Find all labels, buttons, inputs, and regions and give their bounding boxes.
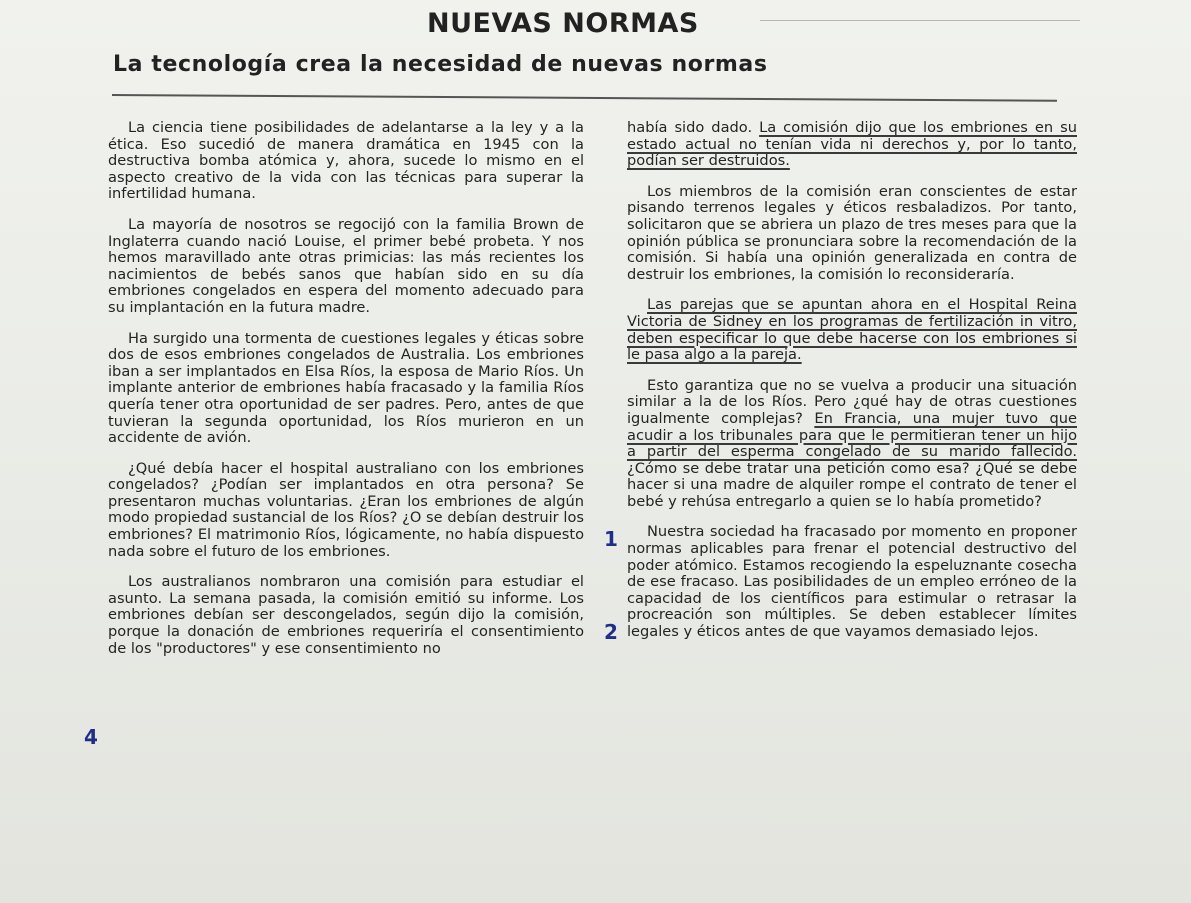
title-rule bbox=[760, 20, 1080, 21]
underlined-france-text: En Francia, una mujer tuvo que acudir a los tribunales para que le permitieran tener un hijo a partir del esperma congelado de su marido fallecido. bbox=[627, 409, 1077, 461]
handwritten-mark-1: 1 bbox=[604, 527, 618, 551]
underlined-couples-text: Las parejas que se apuntan ahora en el Hospital Reina Victoria de Sidney en los programas de fertilización in vitro, deben especificar lo que debe hacerse con los embriones si le pasa algo a la pareja. bbox=[627, 296, 1077, 364]
paragraph-conclusion: Nuestra sociedad ha fracasado por momento en proponer normas aplicables para frenar el potencial destructivo del poder atómico. Estamos recogiendo la espeluznante cosecha de ese fracaso. Las posibilidades de un empleo erróneo de la capacidad de los científicos para estimular o retrasar la procreación son múltiples. Se deben establecer límites legales y éticos antes de que vayamos demasiado lejos. bbox=[627, 523, 1077, 641]
left-column bbox=[108, 120, 584, 657]
guarantee-text: Esto garantiza que no se vuelva a producir una situación similar a la de los Ríos. Pero ¿qué hay de otras cuestiones igualmente complejas? bbox=[627, 376, 1077, 427]
handwritten-mark-2: 2 bbox=[604, 620, 618, 644]
page-title: NUEVAS NORMAS bbox=[427, 8, 699, 39]
paragraph-continuation bbox=[627, 120, 1077, 170]
paragraph-storm: Ha surgido una tormenta de cuestiones legales y éticas sobre dos de esos embriones congelados de Australia. Los embriones iban a ser implantados en Elsa Ríos, la esposa de Mario Ríos. Un implante anterior de embriones había fracasado y la familia Ríos quería tener otra oportunidad de ser padres. Pero, antes de que tuvieran la segunda oportunidad, los Ríos murieron en un accidente de avión. bbox=[108, 329, 584, 447]
surrogate-text: ¿Cómo se debe tratar una petición como esa? ¿Qué se debe hacer si una madre de alquiler rompe el contrato de tener el bebé y rehúsa entregarlo a quien se lo había prometido? bbox=[627, 459, 1077, 510]
subtitle-rule bbox=[112, 94, 1057, 102]
paragraph-couples bbox=[627, 297, 1077, 363]
underlined-commission-text: La comisión dijo que los embriones en su estado actual no tenían vida ni derechos y, por lo tanto, podían ser destruidos. bbox=[627, 119, 1077, 170]
paragraph-commission: Los australianos nombraron una comisión para estudiar el asunto. La semana pasada, la comisión emitió su informe. Los embriones debían ser descongelados, según dijo la comisión, porque la donación de embriones requeriría el consentimiento de los "productores" y ese consentimiento no bbox=[108, 573, 584, 657]
paragraph-louise: La mayoría de nosotros se regocijó con la familia Brown de Inglaterra cuando nació Louise, el primer bebé probeta. Y nos hemos maravillado ante otras primicias: las más recientes los nacimientos de bebés sanos que habían sido en su día embriones congelados en espera del momento adecuado para su implantación en la futura madre. bbox=[108, 215, 584, 316]
paragraph-guarantee bbox=[627, 378, 1077, 511]
paragraph-intro: La ciencia tiene posibilidades de adelantarse a la ley y a la ética. Eso sucedió de manera dramática en 1945 con la destructiva bomba atómica y, ahora, sucede lo mismo en el aspecto creativo de la vida con las técnicas para superar la infertilidad humana. bbox=[108, 119, 584, 203]
right-column bbox=[627, 120, 1077, 641]
paragraph-members: Los miembros de la comisión eran conscientes de estar pisando terrenos legales y éticos resbaladizos. Por tanto, solicitaron que se abriera un plazo de tres meses para que la opinión pública se pronunciara sobre la recomendación de la comisión. Si había una opinión generalizada en contra de destruir los embriones, la comisión lo reconsideraría. bbox=[627, 182, 1077, 283]
handwritten-mark-4: 4 bbox=[84, 725, 98, 749]
continuation-text: había sido dado. bbox=[627, 119, 753, 136]
paragraph-questions: ¿Qué debía hacer el hospital australiano con los embriones congelados? ¿Podían ser implantados en otra persona? Se presentaron muchas voluntarias. ¿Eran los embriones de algún modo propiedad sustancial de los Ríos? ¿O se debían destruir los embriones? El matrimonio Ríos, lógicamente, no había dispuesto nada sobre el futuro de los embriones. bbox=[108, 459, 584, 560]
article-subtitle: La tecnología crea la necesidad de nuevas normas bbox=[113, 52, 768, 77]
